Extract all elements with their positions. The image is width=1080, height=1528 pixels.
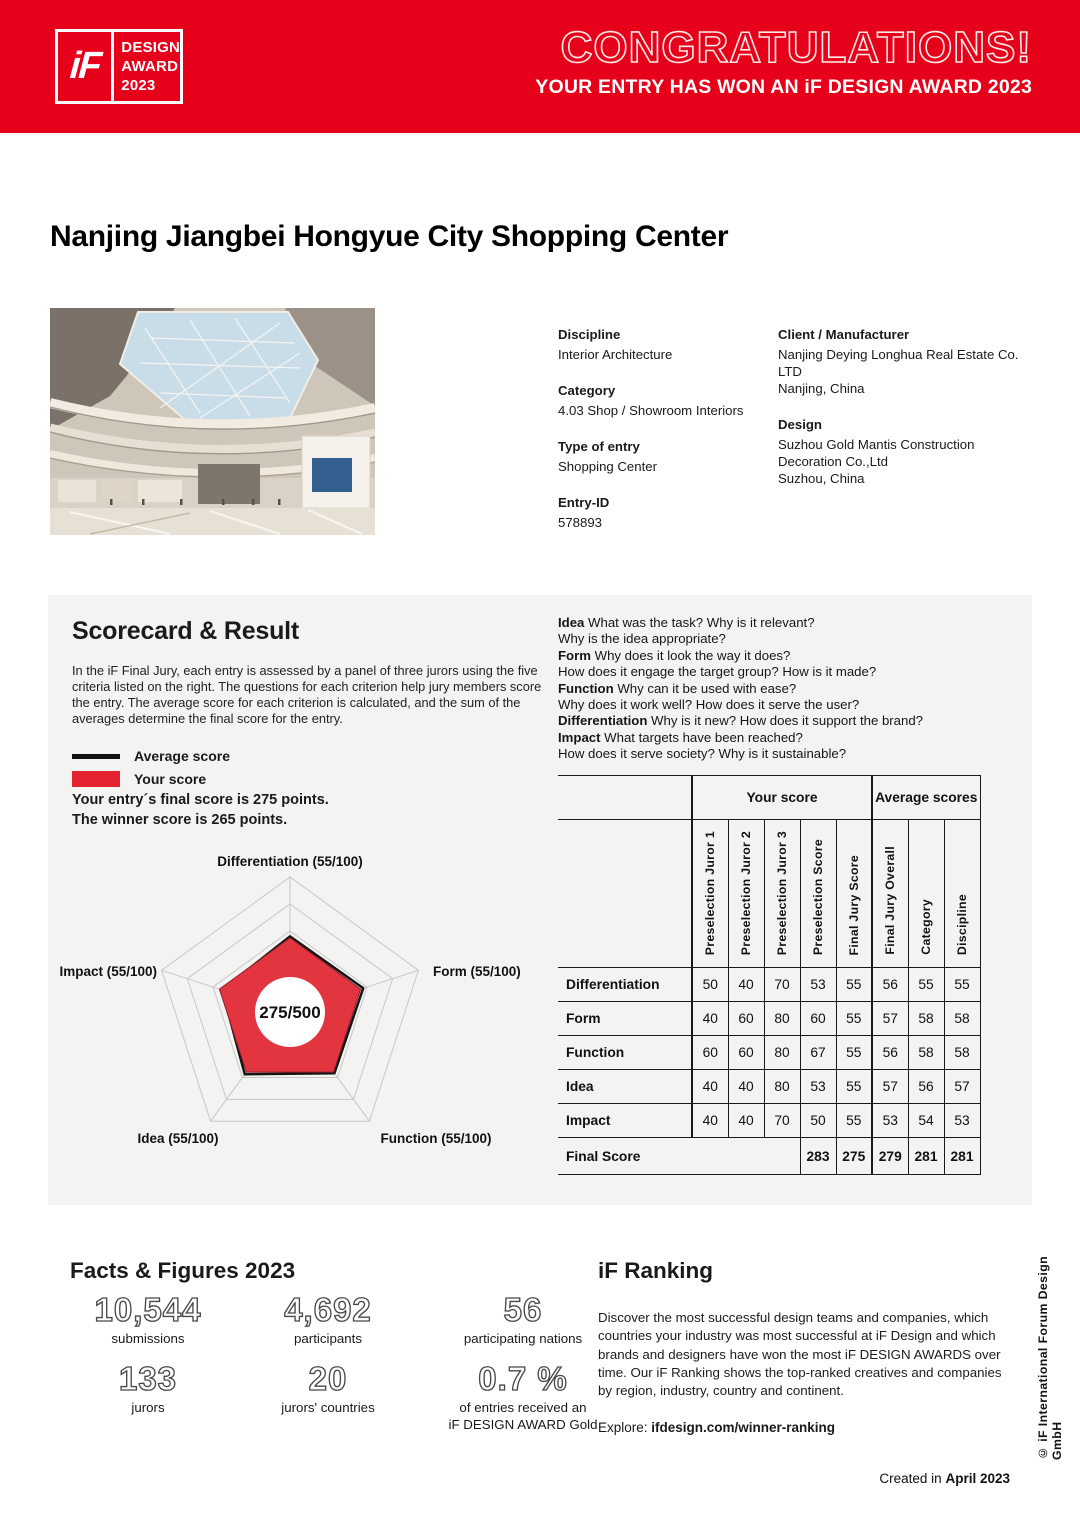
stat-label: participants xyxy=(294,1331,362,1346)
stat-submissions xyxy=(48,1292,248,1347)
field-value: Shopping Center xyxy=(558,459,657,474)
column-header xyxy=(728,820,764,968)
field-value: Suzhou, China xyxy=(778,471,865,486)
score-cell: 55 xyxy=(836,1070,872,1104)
stat-label: jurors xyxy=(131,1400,165,1415)
score-cell: 40 xyxy=(728,1070,764,1104)
stat-participants xyxy=(248,1292,408,1347)
criteria-line xyxy=(558,730,1018,746)
row-label: Final Score xyxy=(558,1138,800,1175)
criteria-term: Idea xyxy=(558,615,585,630)
table-row-form xyxy=(558,1002,980,1036)
criteria-term: Function xyxy=(558,680,614,696)
table-column-header-row xyxy=(558,820,980,968)
score-cell: 60 xyxy=(728,1002,764,1036)
score-cell: 58 xyxy=(944,1036,980,1070)
scorecard-description: In the iF Final Jury, each entry is assessed by a panel of three jurors using the five criteria listed on the right. The questions for each criterion help jury members score the entry. The average score for each criterion is calculated, and the sum of the averages determine the final score for the entry. xyxy=(72,663,542,727)
table-row-impact xyxy=(558,1104,980,1138)
scorecard-panel xyxy=(48,595,1032,1205)
table-row-function xyxy=(558,1036,980,1070)
table-corner-cell xyxy=(558,820,692,968)
criteria-question: Why does it look the way it does? xyxy=(590,647,791,663)
table-group-header-row xyxy=(558,776,980,820)
column-header-label: Category xyxy=(919,899,933,955)
score-cell: 55 xyxy=(836,1036,872,1070)
score-cell: 53 xyxy=(800,1070,836,1104)
field-value: Decoration Co.,Ltd xyxy=(778,454,888,469)
scorecard-heading: Scorecard & Result xyxy=(72,617,300,645)
score-cell: 57 xyxy=(872,1002,908,1036)
field-design xyxy=(778,416,1033,487)
legend-label: Your score xyxy=(134,771,207,787)
criteria-question: Why is it new? How does it support the brand? xyxy=(647,713,924,729)
legend-your-score xyxy=(72,771,230,787)
logo-line-year: 2023 xyxy=(121,77,156,94)
winner-ranking-link[interactable]: ifdesign.com/winner-ranking xyxy=(651,1419,836,1435)
row-label: Form xyxy=(558,1002,692,1036)
score-cell: 58 xyxy=(908,1036,944,1070)
column-header xyxy=(836,820,872,968)
if-logo-glyph: iF xyxy=(68,45,102,87)
criteria-question: How does it engage the target group? How is it made? xyxy=(558,664,877,680)
score-cell: 55 xyxy=(836,968,872,1002)
score-cell: 60 xyxy=(728,1036,764,1070)
field-value: 4.03 Shop / Showroom Interiors xyxy=(558,403,744,418)
criteria-question: Why does it work well? How does it serve the user? xyxy=(558,697,860,713)
column-header xyxy=(692,820,728,968)
stat-value: 10,544 xyxy=(94,1291,202,1328)
field-label: Design xyxy=(778,417,822,432)
final-score-cell: 275 xyxy=(836,1138,872,1175)
radar-chart-area xyxy=(60,845,520,1175)
table-row-final-score xyxy=(558,1138,980,1175)
score-cell: 40 xyxy=(728,968,764,1002)
if-ranking-description: Discover the most successful design teams and companies, which countries your industry was most successful at iF Design and which brands and designers have won the most iF DESIGN AWARDS over time. Our iF Ranking shows the top-ranked creatives and companies by region, industry, country and continent. xyxy=(598,1310,1002,1399)
field-value: Suzhou Gold Mantis Construction xyxy=(778,437,975,452)
criteria-question: What was the task? Why is it relevant? xyxy=(584,615,815,630)
created-date: April 2023 xyxy=(945,1471,1010,1486)
column-header-label: Preselection Juror 3 xyxy=(775,830,789,955)
column-header-label: Final Jury Overall xyxy=(883,846,898,955)
axis-label-function: Function (55/100) xyxy=(380,1131,492,1146)
logo-text xyxy=(114,32,180,101)
criteria-line xyxy=(558,631,1018,647)
field-label: Client / Manufacturer xyxy=(778,327,910,342)
criteria-line xyxy=(558,713,1018,729)
table-row-differentiation xyxy=(558,968,980,1002)
score-cell: 50 xyxy=(692,968,728,1002)
stat-value: 4,692 xyxy=(284,1291,372,1328)
column-header xyxy=(872,820,908,968)
criteria-term: Form xyxy=(558,647,591,663)
field-value: Nanjing Deying Longhua Real Estate Co. xyxy=(778,347,1019,362)
score-cell: 40 xyxy=(692,1002,728,1036)
table-corner-cell xyxy=(558,776,692,820)
column-header xyxy=(944,820,980,968)
mall-atrium-illustration xyxy=(50,308,375,535)
criteria-term: Differentiation xyxy=(558,713,648,729)
score-cell: 58 xyxy=(908,1002,944,1036)
criteria-question: How does it serve society? Why is it sustainable? xyxy=(558,746,847,762)
row-label: Differentiation xyxy=(558,968,692,1002)
score-cell: 58 xyxy=(944,1002,980,1036)
field-label: Category xyxy=(558,383,616,398)
legend-average-score xyxy=(72,748,230,764)
score-cell: 53 xyxy=(872,1104,908,1138)
score-cell: 70 xyxy=(764,1104,800,1138)
score-cell: 56 xyxy=(872,968,908,1002)
explore-line xyxy=(598,1420,1018,1435)
score-table xyxy=(558,775,981,1175)
score-cell: 53 xyxy=(944,1104,980,1138)
if-ranking-heading: iF Ranking xyxy=(598,1258,714,1283)
stat-value: 133 xyxy=(118,1360,178,1397)
score-cell: 55 xyxy=(908,968,944,1002)
column-header-label: Preselection Juror 1 xyxy=(703,830,718,955)
criteria-term: Impact xyxy=(558,729,601,745)
score-cell: 40 xyxy=(728,1104,764,1138)
criteria-line xyxy=(558,746,1018,762)
field-value: LTD xyxy=(778,364,802,379)
score-cell: 50 xyxy=(800,1104,836,1138)
created-date-line xyxy=(879,1471,1010,1486)
score-cell: 57 xyxy=(944,1070,980,1104)
final-score-line: Your entry´s final score is 275 points. xyxy=(72,792,329,808)
column-header-label: Preselection Score xyxy=(811,838,825,955)
stat-jurors xyxy=(48,1361,248,1433)
stat-jurors-countries xyxy=(248,1361,408,1433)
score-cell: 55 xyxy=(836,1104,872,1138)
average-score-swatch xyxy=(72,754,120,759)
created-prefix: Created in xyxy=(879,1471,946,1486)
column-header-label: Preselection Juror 2 xyxy=(739,830,753,955)
banner-subtitle: YOUR ENTRY HAS WON AN iF DESIGN AWARD 2023 xyxy=(535,76,1032,98)
if-logo-icon xyxy=(58,32,114,101)
final-score-cell: 283 xyxy=(800,1138,836,1175)
score-cell: 40 xyxy=(692,1104,728,1138)
radar-center-score: 275/500 xyxy=(259,1003,321,1022)
score-cell: 55 xyxy=(944,968,980,1002)
facts-figures-grid xyxy=(48,1291,598,1433)
final-score-summary xyxy=(72,791,329,830)
criteria-question: What targets have been reached? xyxy=(600,729,803,745)
table-row-idea xyxy=(558,1070,980,1104)
your-score-swatch xyxy=(72,771,120,787)
stat-label: jurors' countries xyxy=(281,1400,375,1415)
field-label: Type of entry xyxy=(558,439,640,454)
stat-value: 0.7 % xyxy=(478,1360,568,1397)
column-header-label: Final Jury Score xyxy=(846,854,861,955)
criteria-line xyxy=(558,615,1018,631)
score-cell: 60 xyxy=(800,1002,836,1036)
score-cell: 80 xyxy=(764,1070,800,1104)
field-value: 578893 xyxy=(558,515,603,530)
score-cell: 67 xyxy=(800,1036,836,1070)
row-label: Impact xyxy=(558,1104,692,1138)
copyright-vertical-text: © iF International Forum Design GmbH xyxy=(1036,1255,1064,1460)
facts-figures-heading: Facts & Figures 2023 xyxy=(70,1258,296,1283)
final-score-cell: 279 xyxy=(872,1138,908,1175)
criteria-question: Why can it be used with ease? xyxy=(613,680,797,696)
field-value: Interior Architecture xyxy=(558,347,673,362)
row-label: Idea xyxy=(558,1070,692,1104)
score-cell: 53 xyxy=(800,968,836,1002)
congratulations-headline: CONGRATULATIONS! xyxy=(560,23,1032,72)
column-header xyxy=(908,820,944,968)
field-label: Entry-ID xyxy=(558,495,610,510)
stat-label-line: of entries received an xyxy=(459,1400,587,1415)
score-cell: 40 xyxy=(692,1070,728,1104)
row-label: Function xyxy=(558,1036,692,1070)
legend-label: Average score xyxy=(134,748,230,764)
entry-details-left xyxy=(558,326,763,550)
score-cell: 80 xyxy=(764,1002,800,1036)
score-cell: 57 xyxy=(872,1070,908,1104)
radar-legend xyxy=(72,748,230,794)
award-banner xyxy=(0,0,1080,133)
field-value: Nanjing, China xyxy=(778,381,865,396)
score-cell: 54 xyxy=(908,1104,944,1138)
column-header-label: Discipline xyxy=(955,893,969,955)
criteria-questions xyxy=(558,615,1018,763)
field-discipline xyxy=(558,326,763,363)
stat-value: 20 xyxy=(308,1360,348,1397)
criteria-question: Why is the idea appropriate? xyxy=(558,631,726,647)
score-cell: 56 xyxy=(908,1070,944,1104)
group-header-average-scores: Average scores xyxy=(872,776,980,820)
axis-label-differentiation: Differentiation (55/100) xyxy=(217,854,363,869)
logo-line-design: DESIGN xyxy=(121,39,180,56)
score-cell: 70 xyxy=(764,968,800,1002)
criteria-line xyxy=(558,697,1018,713)
field-category xyxy=(558,382,763,419)
criteria-line xyxy=(558,648,1018,664)
axis-label-idea: Idea (55/100) xyxy=(137,1131,219,1146)
winner-score-line: The winner score is 265 points. xyxy=(72,811,288,828)
stat-label: submissions xyxy=(111,1331,185,1346)
final-score-cell: 281 xyxy=(944,1138,980,1175)
field-type-of-entry xyxy=(558,438,763,475)
entry-photo xyxy=(50,308,375,535)
entry-title: Nanjing Jiangbei Hongyue City Shopping Center xyxy=(50,220,729,253)
field-label: Discipline xyxy=(558,327,621,342)
score-cell: 56 xyxy=(872,1036,908,1070)
explore-prefix: Explore: xyxy=(598,1419,652,1435)
axis-label-impact: Impact (55/100) xyxy=(59,964,157,979)
axis-label-form: Form (55/100) xyxy=(433,964,521,979)
final-score-cell: 281 xyxy=(908,1138,944,1175)
score-cell: 60 xyxy=(692,1036,728,1070)
radar-chart xyxy=(60,845,520,1175)
group-header-your-score: Your score xyxy=(692,776,872,820)
stat-label-line: iF DESIGN AWARD Gold xyxy=(448,1417,598,1432)
score-cell: 80 xyxy=(764,1036,800,1070)
stat-label: participating nations xyxy=(463,1331,583,1346)
criteria-line xyxy=(558,664,1018,680)
entry-details-right xyxy=(778,326,1033,506)
column-header xyxy=(764,820,800,968)
column-header xyxy=(800,820,836,968)
logo-line-award: AWARD xyxy=(121,58,179,75)
criteria-line xyxy=(558,681,1018,697)
stat-value: 56 xyxy=(503,1291,543,1328)
score-cell: 55 xyxy=(836,1002,872,1036)
if-design-award-logo xyxy=(55,29,183,104)
field-entry-id xyxy=(558,494,763,531)
field-client-manufacturer xyxy=(778,326,1033,397)
if-ranking-section xyxy=(598,1258,1018,1435)
